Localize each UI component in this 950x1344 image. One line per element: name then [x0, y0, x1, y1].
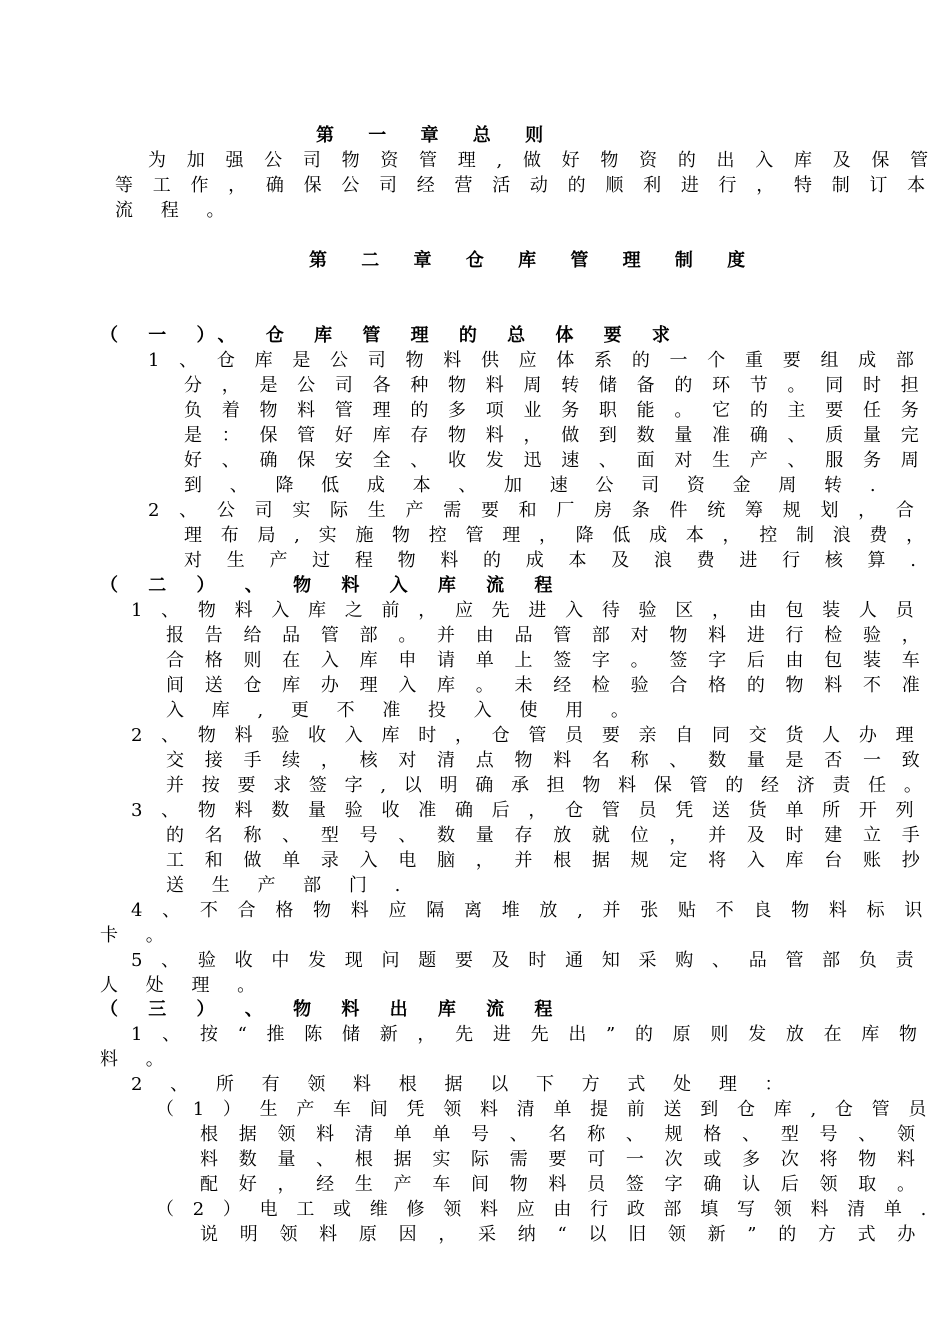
- section1-line: 2 、 公 司 实 际 生 产 需 要 和 厂 房 条 件 统 筹 规 划 ， 合: [148, 500, 921, 521]
- section3-line: 2 、 所 有 领 料 根 据 以 下 方 式 处 理 ：: [131, 1074, 794, 1095]
- section1-line: 分 ， 是 公 司 各 种 物 料 周 转 储 备 的 环 节 。 同 时 担: [184, 375, 926, 396]
- section3-line: （ 2 ） 电 工 或 维 修 领 料 应 由 行 政 部 填 写 领 料 清 单 .: [156, 1199, 933, 1220]
- section2-line: 入 库 , 更 不 准 投 入 使 用 。: [166, 700, 640, 721]
- paragraph-line: 流 程 。: [115, 200, 236, 221]
- section2-line: 5 、 验 收 中 发 现 问 题 要 及 时 通 知 采 购 、 品 管 部 负 责: [131, 950, 921, 971]
- section1-line: 1 、 仓 库 是 公 司 物 料 供 应 体 系 的 一 个 重 要 组 成 部: [148, 350, 921, 371]
- section2-line: 报 告 给 品 管 部 。 并 由 品 管 部 对 物 料 进 行 检 验 ，: [166, 625, 928, 646]
- section2-line: 人 处 理 。: [100, 975, 267, 996]
- section2-line: 送 生 产 部 门 .: [166, 875, 412, 896]
- section1-line: 是 ： 保 管 好 库 存 物 料 ， 做 到 数 量 准 确 、 质 量 完: [184, 425, 926, 446]
- section3-heading: （ 三 ） 、 物 料 出 库 流 程: [100, 999, 565, 1020]
- section3-line: （ 1 ） 生 产 车 间 凭 领 料 清 单 提 前 送 到 仓 库 , 仓 管 员: [156, 1099, 933, 1120]
- section3-line: 1 、 按 “ 推 陈 储 新 ， 先 进 先 出 ” 的 原 则 发 放 在 库 物: [131, 1024, 925, 1045]
- section2-line: 4 、 不 合 格 物 料 应 隔 离 堆 放 , 并 张 贴 不 良 物 料 标 识: [131, 900, 930, 921]
- chapter2-title: 第 二 章 仓 库 管 理 制 度: [309, 250, 760, 271]
- section3-line: 根 据 领 料 清 单 单 号 、 名 称 、 规 格 、 型 号 、 领: [200, 1124, 923, 1145]
- section2-line: 2 、 物 料 验 收 入 库 时 ， 仓 管 员 要 亲 自 同 交 货 人 办 理: [131, 725, 921, 746]
- section2-line: 的 名 称 、 型 号 、 数 量 存 放 就 位 ， 并 及 时 建 立 手: [166, 825, 928, 846]
- section1-line: 理 布 局 , 实 施 物 控 管 理 ， 降 低 成 本 ， 控 制 浪 费 ，: [184, 525, 931, 546]
- section2-line: 1 、 物 料 入 库 之 前 ， 应 先 进 入 待 验 区 ， 由 包 装 人 员: [131, 600, 921, 621]
- section2-heading: （ 二 ） 、 物 料 入 库 流 程: [100, 575, 565, 596]
- section3-line: 说 明 领 料 原 因 ， 采 纳 “ 以 旧 领 新 ” 的 方 式 办: [200, 1224, 924, 1245]
- section1-heading: （ 一 ）、 仓 库 管 理 的 总 体 要 求: [100, 325, 682, 346]
- section1-line: 到 、 降 低 成 本 、 加 速 公 司 资 金 周 转 .: [184, 475, 887, 496]
- paragraph-line: 等 工 作 ， 确 保 公 司 经 营 活 动 的 顺 利 进 行 ， 特 制 订 本: [115, 175, 933, 196]
- section2-line: 工 和 做 单 录 入 电 脑 ， 并 根 据 规 定 将 入 库 台 账 抄: [166, 850, 928, 871]
- chapter1-title: 第 一 章 总 则: [316, 125, 558, 146]
- section2-line: 合 格 则 在 入 库 申 请 单 上 签 字 。 签 字 后 由 包 装 车: [166, 650, 928, 671]
- section3-line: 料 。: [100, 1049, 175, 1070]
- section2-line: 并 按 要 求 签 字 , 以 明 确 承 担 物 料 保 管 的 经 济 责 任 。: [166, 775, 928, 796]
- paragraph-line: 为 加 强 公 司 物 资 管 理 , 做 好 物 资 的 出 入 库 及 保 管: [148, 150, 936, 171]
- section2-line: 卡 。: [100, 925, 175, 946]
- section3-line: 配 好 ， 经 生 产 车 间 物 料 员 签 字 确 认 后 领 取 。: [200, 1174, 923, 1195]
- section2-line: 间 送 仓 库 办 理 入 库 。 未 经 检 验 合 格 的 物 料 不 准: [166, 675, 928, 696]
- section1-line: 负 着 物 料 管 理 的 多 项 业 务 职 能 。 它 的 主 要 任 务: [184, 400, 926, 421]
- section1-line: 好 、 确 保 安 全 、 收 发 迅 速 、 面 对 生 产 、 服 务 周: [184, 450, 926, 471]
- section1-line: 对 生 产 过 程 物 料 的 成 本 及 浪 费 进 行 核 算 .: [184, 550, 926, 571]
- section3-line: 料 数 量 、 根 据 实 际 需 要 可 一 次 或 多 次 将 物 料: [200, 1149, 923, 1170]
- section2-line: 3 、 物 料 数 量 验 收 准 确 后 ， 仓 管 员 凭 送 货 单 所 开 列: [131, 800, 921, 821]
- section2-line: 交 接 手 续 ， 核 对 清 点 物 料 名 称 、 数 量 是 否 一 致: [166, 750, 928, 771]
